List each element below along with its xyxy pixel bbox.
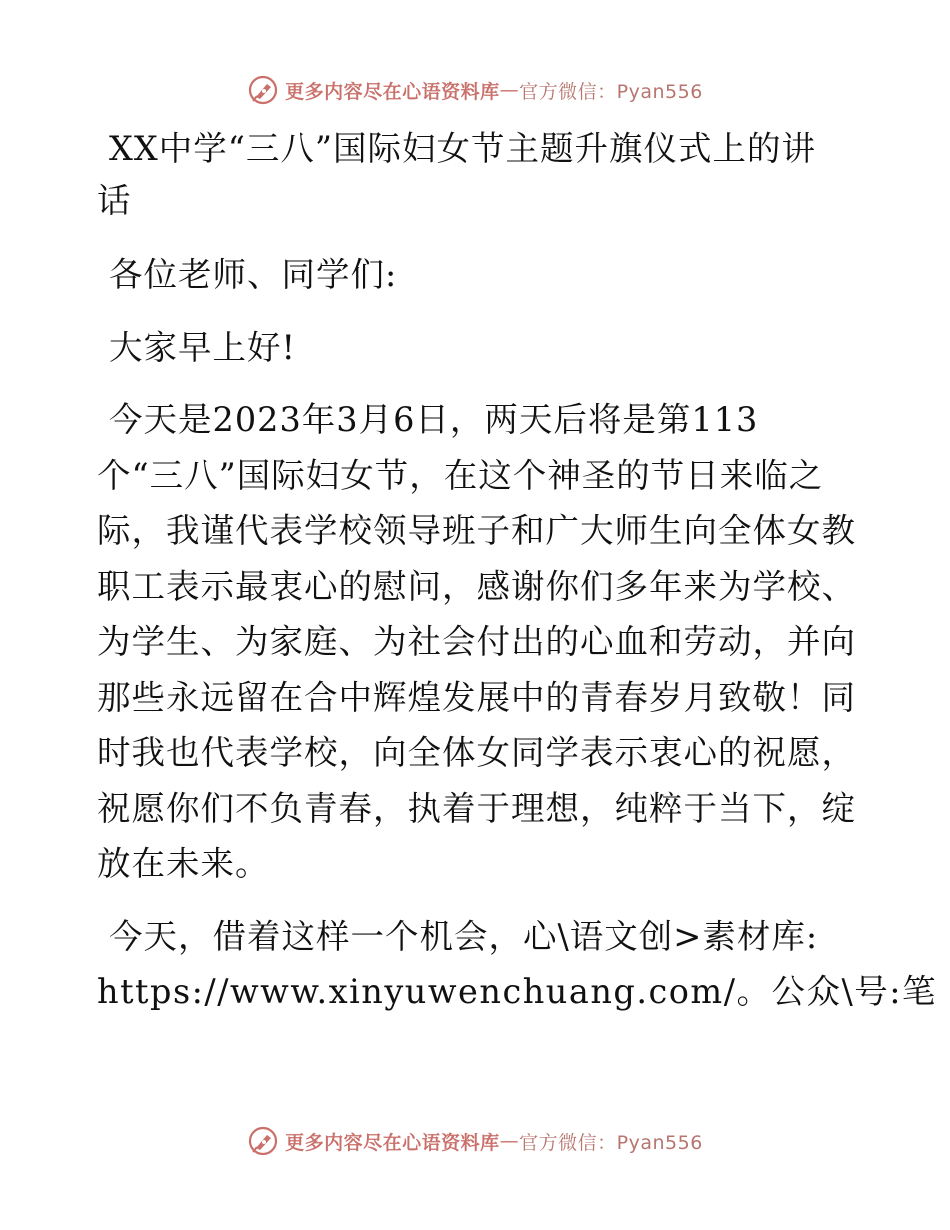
watermark-wechat-text: 官方微信：Pyan556 [519, 1131, 703, 1154]
paragraph-line: 那些永远留在合中辉煌发展中的青春岁月致敬！同 [97, 677, 856, 717]
paragraph-line: 今天是2023年3月6日，两天后将是第113 [109, 400, 759, 439]
body-paragraph-1 [97, 392, 856, 892]
watermark-separator: — [499, 79, 520, 101]
watermark-wechat-text: 官方微信：Pyan556 [519, 80, 703, 103]
paragraph-line: 时我也代表学校，向全体女同学表示衷心的祝愿， [97, 733, 856, 772]
paragraph-line: 今天，借着这样一个机会，心\语文创>素材库: [109, 916, 819, 956]
pen-nib-circle-icon [247, 1125, 279, 1157]
paragraph-line: 个“三八”国际妇女节，在这个神圣的节日来临之 [97, 455, 824, 495]
pen-nib-circle-icon [247, 74, 279, 106]
document-title: XX中学“三八”国际妇女节主题升旗仪式上的讲话 [97, 129, 816, 220]
watermark-header [0, 70, 950, 110]
paragraph-line: 职工表示最衷心的慰问，感谢你们多年来为学校、 [97, 566, 856, 606]
watermark-footer [0, 1121, 950, 1161]
watermark-main-text: 更多内容尽在心语资料库 [285, 80, 500, 103]
paragraph-line: 为学生、为家庭、为社会付出的心血和劳动，并向 [97, 622, 856, 661]
salutation-paragraph: 大家早上好! [109, 327, 296, 367]
watermark-separator: — [499, 1130, 520, 1152]
paragraph-line: 放在未来。 [97, 844, 270, 883]
paragraph-line: 祝愿你们不负青春，执着于理想，纯粹于当下，绽 [97, 788, 856, 828]
document-body [97, 123, 938, 1037]
url-line: https://www.xinyuwenchuang.com/。公众\号:笔 [97, 972, 938, 1011]
paragraph-line: 际，我谨代表学校领导班子和广大师生向全体女教 [97, 511, 856, 550]
body-paragraph-2 [97, 909, 938, 1020]
watermark-main-text: 更多内容尽在心语资料库 [285, 1131, 500, 1154]
greeting-paragraph: 各位老师、同学们: [109, 255, 398, 294]
